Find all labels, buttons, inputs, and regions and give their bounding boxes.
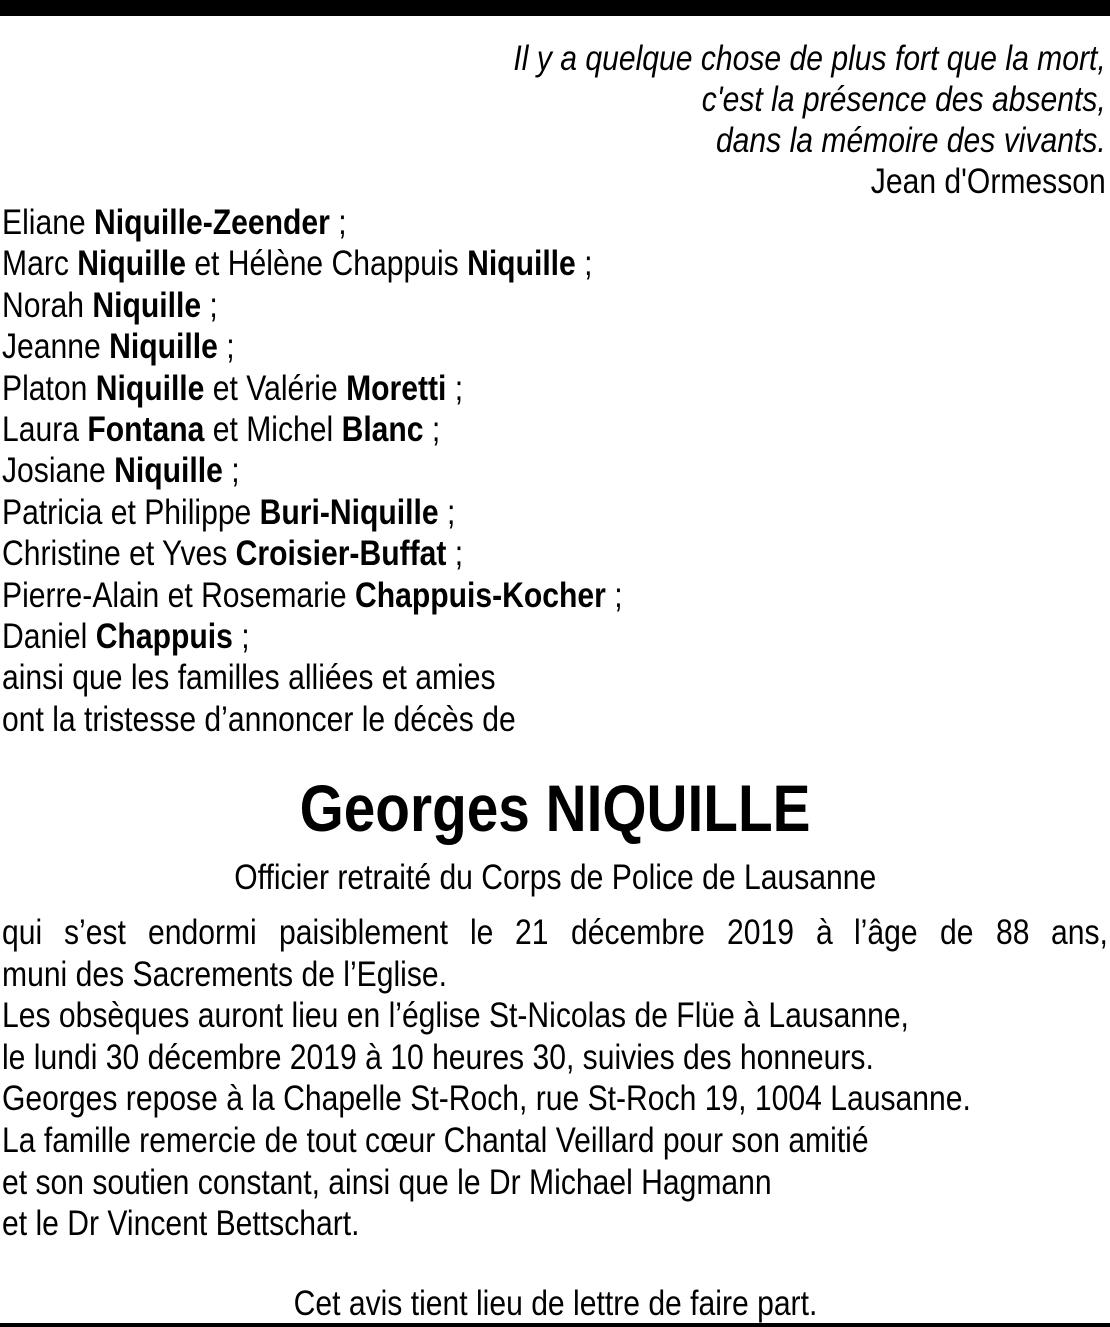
notice-word: paisiblement [278,913,448,952]
family-member-row [2,533,623,574]
family-surname: Niquille [77,244,186,284]
deceased-role [0,856,1110,900]
family-member-row [2,285,623,326]
family-given-names: ; [605,575,623,615]
family-given-names: Marc [2,244,78,284]
family-given-names: ; [575,244,593,284]
family-surname: Niquille-Zeender [94,203,330,242]
notice-word: endormi [148,913,257,952]
family-given-names: Daniel [2,617,96,657]
notice-word: qui [2,913,43,952]
notice-first-line [2,912,1108,954]
family-surname: Niquille [109,327,218,367]
family-given-names: ; [446,534,464,574]
footer-note-text: Cet avis tient lieu de lettre de faire part. [293,1284,817,1323]
family-given-names: ; [232,617,250,657]
family-member-row [2,575,623,616]
family-member-row [2,492,623,533]
family-member-row [2,243,623,284]
notice-word: l’âge [854,913,919,952]
deceased-name-text: Georges NIQUILLE [299,771,811,845]
family-given-names: et Michel [204,410,342,450]
notice-word: décembre [570,913,705,952]
family-surname: Chappuis-Kocher [354,575,606,615]
family-member-row [2,326,623,367]
notice-word: s’est [64,913,127,952]
family-surname: Chappuis [95,617,233,657]
notice-word: à [815,913,833,952]
notice-line: La famille remercie de tout cœur Chantal Veillard pour son amitié [2,1120,869,1160]
notice-line: le lundi 30 décembre 2019 à 10 heures 30, suivies des honneurs. [2,1037,874,1077]
notice-word: de [940,913,974,952]
deceased-role-text: Officier retraité du Corps de Police de Lausanne [234,858,876,897]
family-surname: Niquille [467,244,576,284]
family-given-names: Jeanne [2,327,110,367]
family-given-names: ; [329,203,347,242]
notice-line: et son soutien constant, ainsi que le Dr Michael Hagmann [2,1162,772,1202]
family-member-row [2,202,623,243]
footer-note [0,1282,1110,1326]
family-given-names: ; [438,492,456,532]
family-surname: Blanc [341,410,424,450]
notice-word: ans, [1051,913,1108,952]
family-surname: Niquille [92,285,202,325]
family-given-names: ; [222,451,240,491]
family-given-names: ; [217,327,235,367]
notice-line: Les obsèques auront lieu en l’église St-Nicolas de Flüe à Lausanne, [2,996,909,1036]
notice-line: Georges repose à la Chapelle St-Roch, rue St-Roch 19, 1004 Lausanne. [2,1079,971,1119]
quote-line: Il y a quelque chose de plus fort que la mort, [513,39,1106,78]
family-given-names: Platon [2,368,96,408]
family-given-names: Christine et Yves [2,534,236,574]
notice-word: 88 [995,913,1030,952]
announcement-line: ont la tristesse d’annoncer le décès de [2,699,516,739]
family-given-names: ; [201,285,218,325]
announcement-line: ainsi que les familles alliées et amies [2,658,496,698]
quote-author: Jean d'Ormesson [871,162,1106,201]
quote-line: dans la mémoire des vivants. [716,121,1106,160]
family-list [2,202,724,740]
quote-line: c'est la présence des absents, [702,80,1106,119]
notice-word: le [469,913,494,952]
notice-word: 2019 [726,913,794,952]
family-member-row [2,450,623,491]
family-surname: Niquille [95,368,205,408]
family-surname: Moretti [346,368,447,408]
family-given-names: Pierre-Alain et Rosemarie [2,575,355,615]
notice-body [2,912,1108,1245]
family-given-names: Norah [2,285,93,325]
family-surname: Croisier-Buffat [235,534,447,574]
family-given-names: Eliane [2,203,95,242]
family-given-names: ; [423,410,441,450]
deceased-name [0,768,1110,848]
family-surname: Fontana [87,410,205,450]
family-given-names: et Hélène Chappuis [185,244,468,284]
family-surname: Buri-Niquille [259,492,439,532]
family-surname: Niquille [114,451,223,491]
family-given-names: Josiane [2,451,115,491]
family-member-row [2,616,623,657]
family-given-names: et Valérie [204,368,347,408]
notice-line: muni des Sacrements de l’Eglise. [2,954,448,994]
epigraph-quote [417,38,1106,202]
family-given-names: Patricia et Philippe [2,492,260,532]
family-given-names: Laura [2,410,88,450]
family-given-names: ; [446,368,464,408]
family-member-row [2,368,623,409]
notice-line: et le Dr Vincent Bettschart. [2,1204,360,1244]
notice-word: 21 [515,913,549,952]
family-member-row [2,409,623,450]
